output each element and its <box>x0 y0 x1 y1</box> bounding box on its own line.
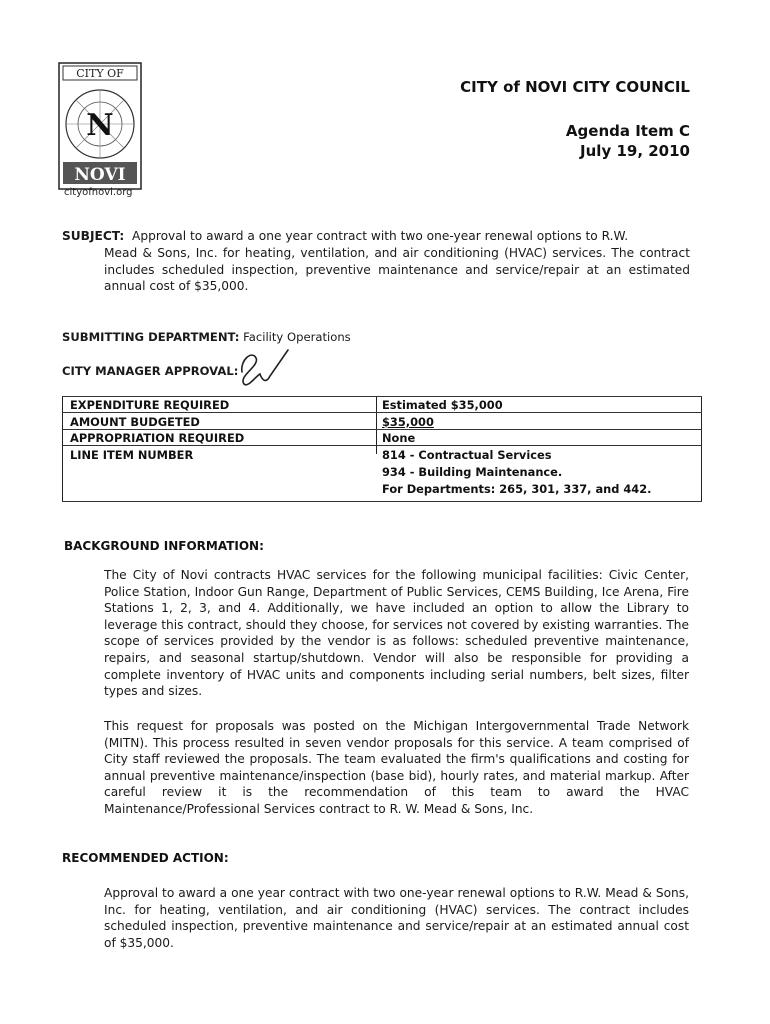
subject-line <box>62 228 690 245</box>
subject-first-line: Approval to award a one year contract with two one-year renewal options to R.W. <box>132 229 629 243</box>
logo-url: cityofnovi.org <box>64 187 133 198</box>
row-value-budgeted: $35,000 <box>382 415 434 429</box>
row-label-expenditure: EXPENDITURE REQUIRED <box>70 398 230 412</box>
logo-top-text: CITY OF <box>76 67 124 80</box>
subject-label: SUBJECT: <box>62 229 125 243</box>
submitting-value: Facility Operations <box>243 330 351 344</box>
background-paragraph-2: This request for proposals was posted on the Michigan Intergovernmental Trade Network (MITN). This process resulted in seven vendor proposals for this service. A team comprised of City staff reviewed the proposals. The team evaluated the firm's qualifications and costing for annual preventive maintenance/inspection (base bid), hourly rates, and material markup. After careful review it is the recommendation of this team to award the HVAC Maintenance/Professional Services contract to R. W. Mead & Sons, Inc. <box>104 719 689 816</box>
meeting-date: July 19, 2010 <box>580 142 690 160</box>
city-manager-approval <box>62 364 238 378</box>
row-value-expenditure: Estimated $35,000 <box>382 398 503 412</box>
agenda-item: Agenda Item C <box>565 122 690 140</box>
approval-label: CITY MANAGER APPROVAL: <box>62 364 239 378</box>
row-label-budgeted: AMOUNT BUDGETED <box>70 415 200 429</box>
background-paragraph-1: The City of Novi contracts HVAC services for the following municipal facilities: Civic Center, Police Station, Indoor Gun Range, Department of Public Services, CEMS Building, Ice Arena, Fire Stations 1, 2, 3, and 4. Additionally, we have included an option to allow the Library to leverage this contract, should they choose, for services not covered by existing warranties. The scope of services provided by the vendor is as follows: scheduled preventive maintenance, repairs, and seasonal startup/shutdown. Vendor will also be responsible for providing a complete inventory of HVAC units and components including serial numbers, belt sizes, filter types and sizes. <box>104 568 689 699</box>
recommended-text: Approval to award a one year contract with two one-year renewal options to R.W. Mead & Sons, Inc. for heating, ventilation, and air conditioning (HVAC) services. The contract includes scheduled inspection, preventive maintenance and service/repair at an estimated annual cost of $35,000. <box>104 886 689 950</box>
recommended-heading: RECOMMENDED ACTION: <box>62 851 229 865</box>
row-value-appropriation: None <box>382 431 416 445</box>
submitting-label: SUBMITTING DEPARTMENT: <box>62 330 240 344</box>
background-heading: BACKGROUND INFORMATION: <box>64 539 264 553</box>
city-of-novi-logo <box>58 62 142 196</box>
council-title: CITY of NOVI CITY COUNCIL <box>460 78 690 96</box>
row-label-line-item: LINE ITEM NUMBER <box>70 448 194 462</box>
row-value-line-item: 814 - Contractual Services <box>382 448 552 462</box>
logo-letter: N <box>86 108 114 143</box>
manager-signature <box>222 346 292 390</box>
logo-bottom-text: NOVI <box>74 165 126 185</box>
line-item-departments: For Departments: 265, 301, 337, and 442. <box>382 482 652 496</box>
submitting-department <box>62 330 351 344</box>
row-label-appropriation: APPROPRIATION REQUIRED <box>70 431 245 445</box>
subject-text: Mead & Sons, Inc. for heating, ventilation, and air conditioning (HVAC) services. The contract includes scheduled inspection, preventive maintenance and service/repair at an estimated annual cost of $35,000. <box>104 246 690 294</box>
budget-table <box>62 396 702 502</box>
line-item-building: 934 - Building Maintenance. <box>382 465 563 479</box>
